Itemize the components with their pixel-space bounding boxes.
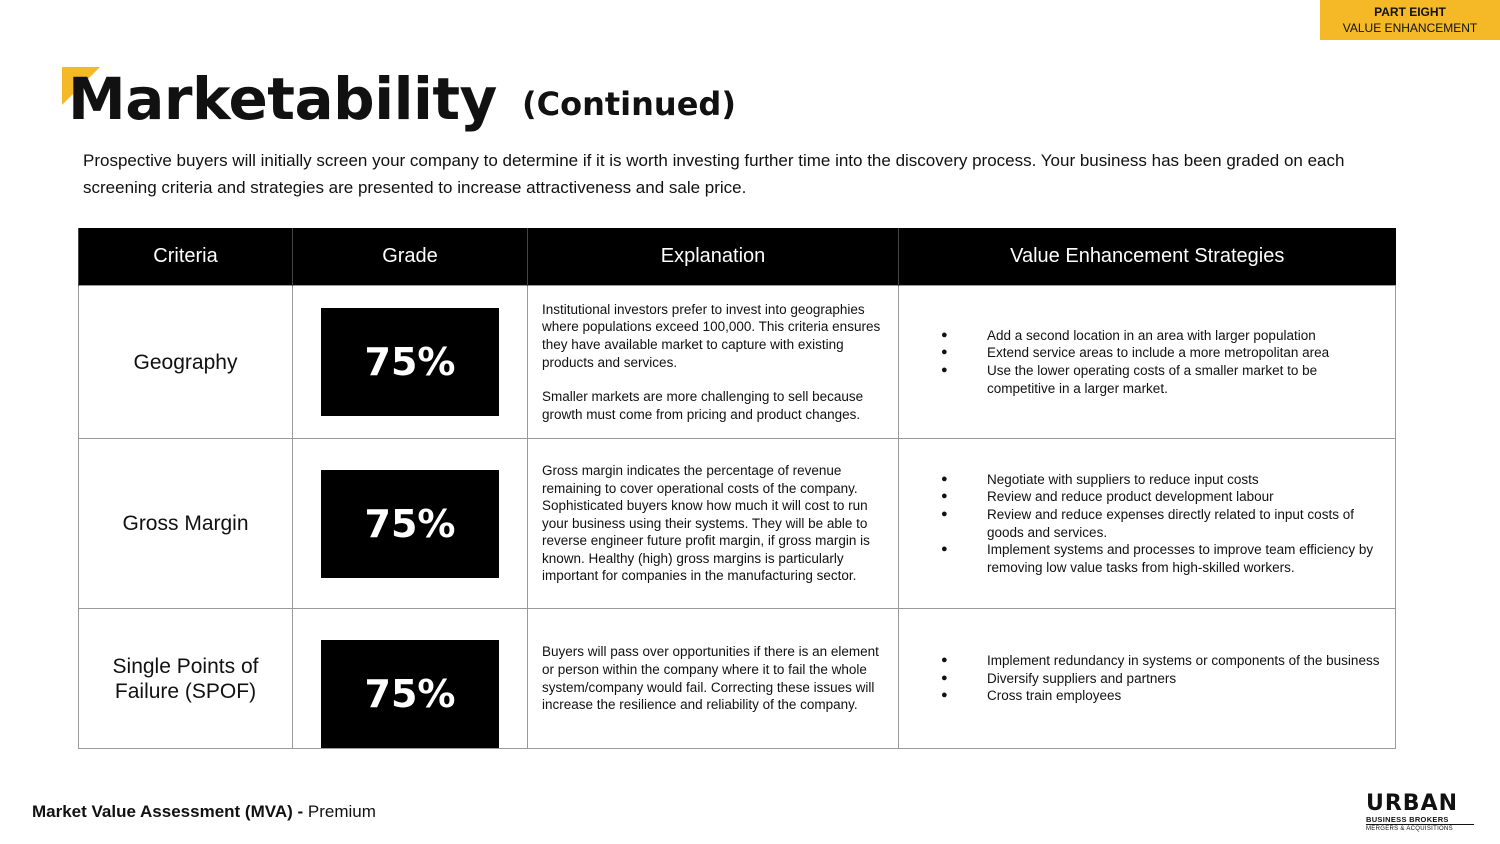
grade-box: 75% bbox=[321, 470, 499, 578]
explanation-paragraph: Smaller markets are more challenging to sell because growth must come from pricing and product changes. bbox=[542, 389, 864, 422]
table-row bbox=[79, 439, 1396, 609]
company-logo bbox=[1366, 793, 1474, 833]
strategy-item: ● Diversify suppliers and partners bbox=[899, 670, 1383, 688]
footer-regular: Premium bbox=[303, 802, 376, 821]
strategy-item: ● Cross train employees bbox=[899, 687, 1383, 705]
strategies-cell bbox=[899, 609, 1396, 749]
criteria-cell: Gross Margin bbox=[79, 439, 293, 609]
explanation-cell bbox=[528, 609, 899, 749]
strategy-item: ● Extend service areas to include a more metropolitan area bbox=[899, 344, 1383, 362]
logo-tagline: MERGERS & ACQUISITIONS bbox=[1366, 824, 1474, 833]
page-title: Marketability bbox=[68, 65, 497, 133]
footer-bold: Market Value Assessment (MVA) - bbox=[32, 802, 304, 821]
header-grade: Grade bbox=[293, 228, 528, 286]
logo-subtitle: BUSINESS BROKERS bbox=[1366, 815, 1449, 824]
strategy-item: ● Implement redundancy in systems or components of the business bbox=[899, 652, 1383, 670]
criteria-label: Single Points of Failure (SPOF) bbox=[112, 654, 259, 703]
header-strategies: Value Enhancement Strategies bbox=[899, 228, 1396, 286]
strategy-item: ● Review and reduce expenses directly related to input costs of goods and services. bbox=[899, 506, 1383, 541]
strategy-item: ● Implement systems and processes to improve team efficiency by removing low value tasks from high-skilled workers. bbox=[899, 541, 1383, 576]
explanation-cell bbox=[528, 286, 899, 439]
table-header-row bbox=[79, 228, 1396, 286]
strategy-item: ● Review and reduce product development labour bbox=[899, 488, 1383, 506]
explanation-cell bbox=[528, 439, 899, 609]
badge-part: PART EIGHT bbox=[1374, 5, 1446, 19]
strategy-item: ● Negotiate with suppliers to reduce input costs bbox=[899, 471, 1383, 489]
table-row bbox=[79, 286, 1396, 439]
criteria-cell bbox=[79, 609, 293, 749]
strategies-cell bbox=[899, 286, 1396, 439]
explanation-paragraph: Buyers will pass over opportunities if there is an element or person within the company where it to fail the whole system/company would fail. Correcting these issues will increase the resilience and reliability of the company. bbox=[542, 644, 879, 713]
header-criteria: Criteria bbox=[79, 228, 293, 286]
page-subtitle: (Continued) bbox=[522, 85, 736, 123]
strategy-item: ● Add a second location in an area with larger population bbox=[899, 327, 1383, 345]
strategies-cell bbox=[899, 439, 1396, 609]
table-row bbox=[79, 609, 1396, 749]
grade-box: 75% bbox=[321, 308, 499, 416]
intro-text: Prospective buyers will initially screen your company to determine if it is worth investing further time into the discovery process. Your business has been graded on each screening criteria and strategies are presented to increase attractiveness and sale price. bbox=[83, 151, 1345, 197]
criteria-table bbox=[78, 228, 1396, 749]
badge-section: VALUE ENHANCEMENT bbox=[1342, 21, 1478, 35]
strategy-item: ● Use the lower operating costs of a smaller market to be competitive in a larger market. bbox=[899, 362, 1383, 397]
criteria-cell: Geography bbox=[79, 286, 293, 439]
explanation-paragraph: Institutional investors prefer to invest into geographies where populations exceed 100,000. This criteria ensures they have available market to capture with existing products and services. bbox=[542, 301, 881, 370]
header-explanation: Explanation bbox=[528, 228, 899, 286]
logo-name: URBAN bbox=[1366, 791, 1459, 816]
footer-label bbox=[32, 802, 376, 822]
explanation-paragraph: Gross margin indicates the percentage of revenue remaining to cover operational costs of the company. Sophisticated buyers know how much it will cost to run your business using their systems. They will be able to reverse engineer future profit margin, if gross margin is known. Healthy (high) gross margins is particularly important for companies in the manufacturing sector. bbox=[542, 462, 870, 584]
section-badge bbox=[1320, 0, 1500, 40]
grade-box: 75% bbox=[321, 640, 499, 748]
